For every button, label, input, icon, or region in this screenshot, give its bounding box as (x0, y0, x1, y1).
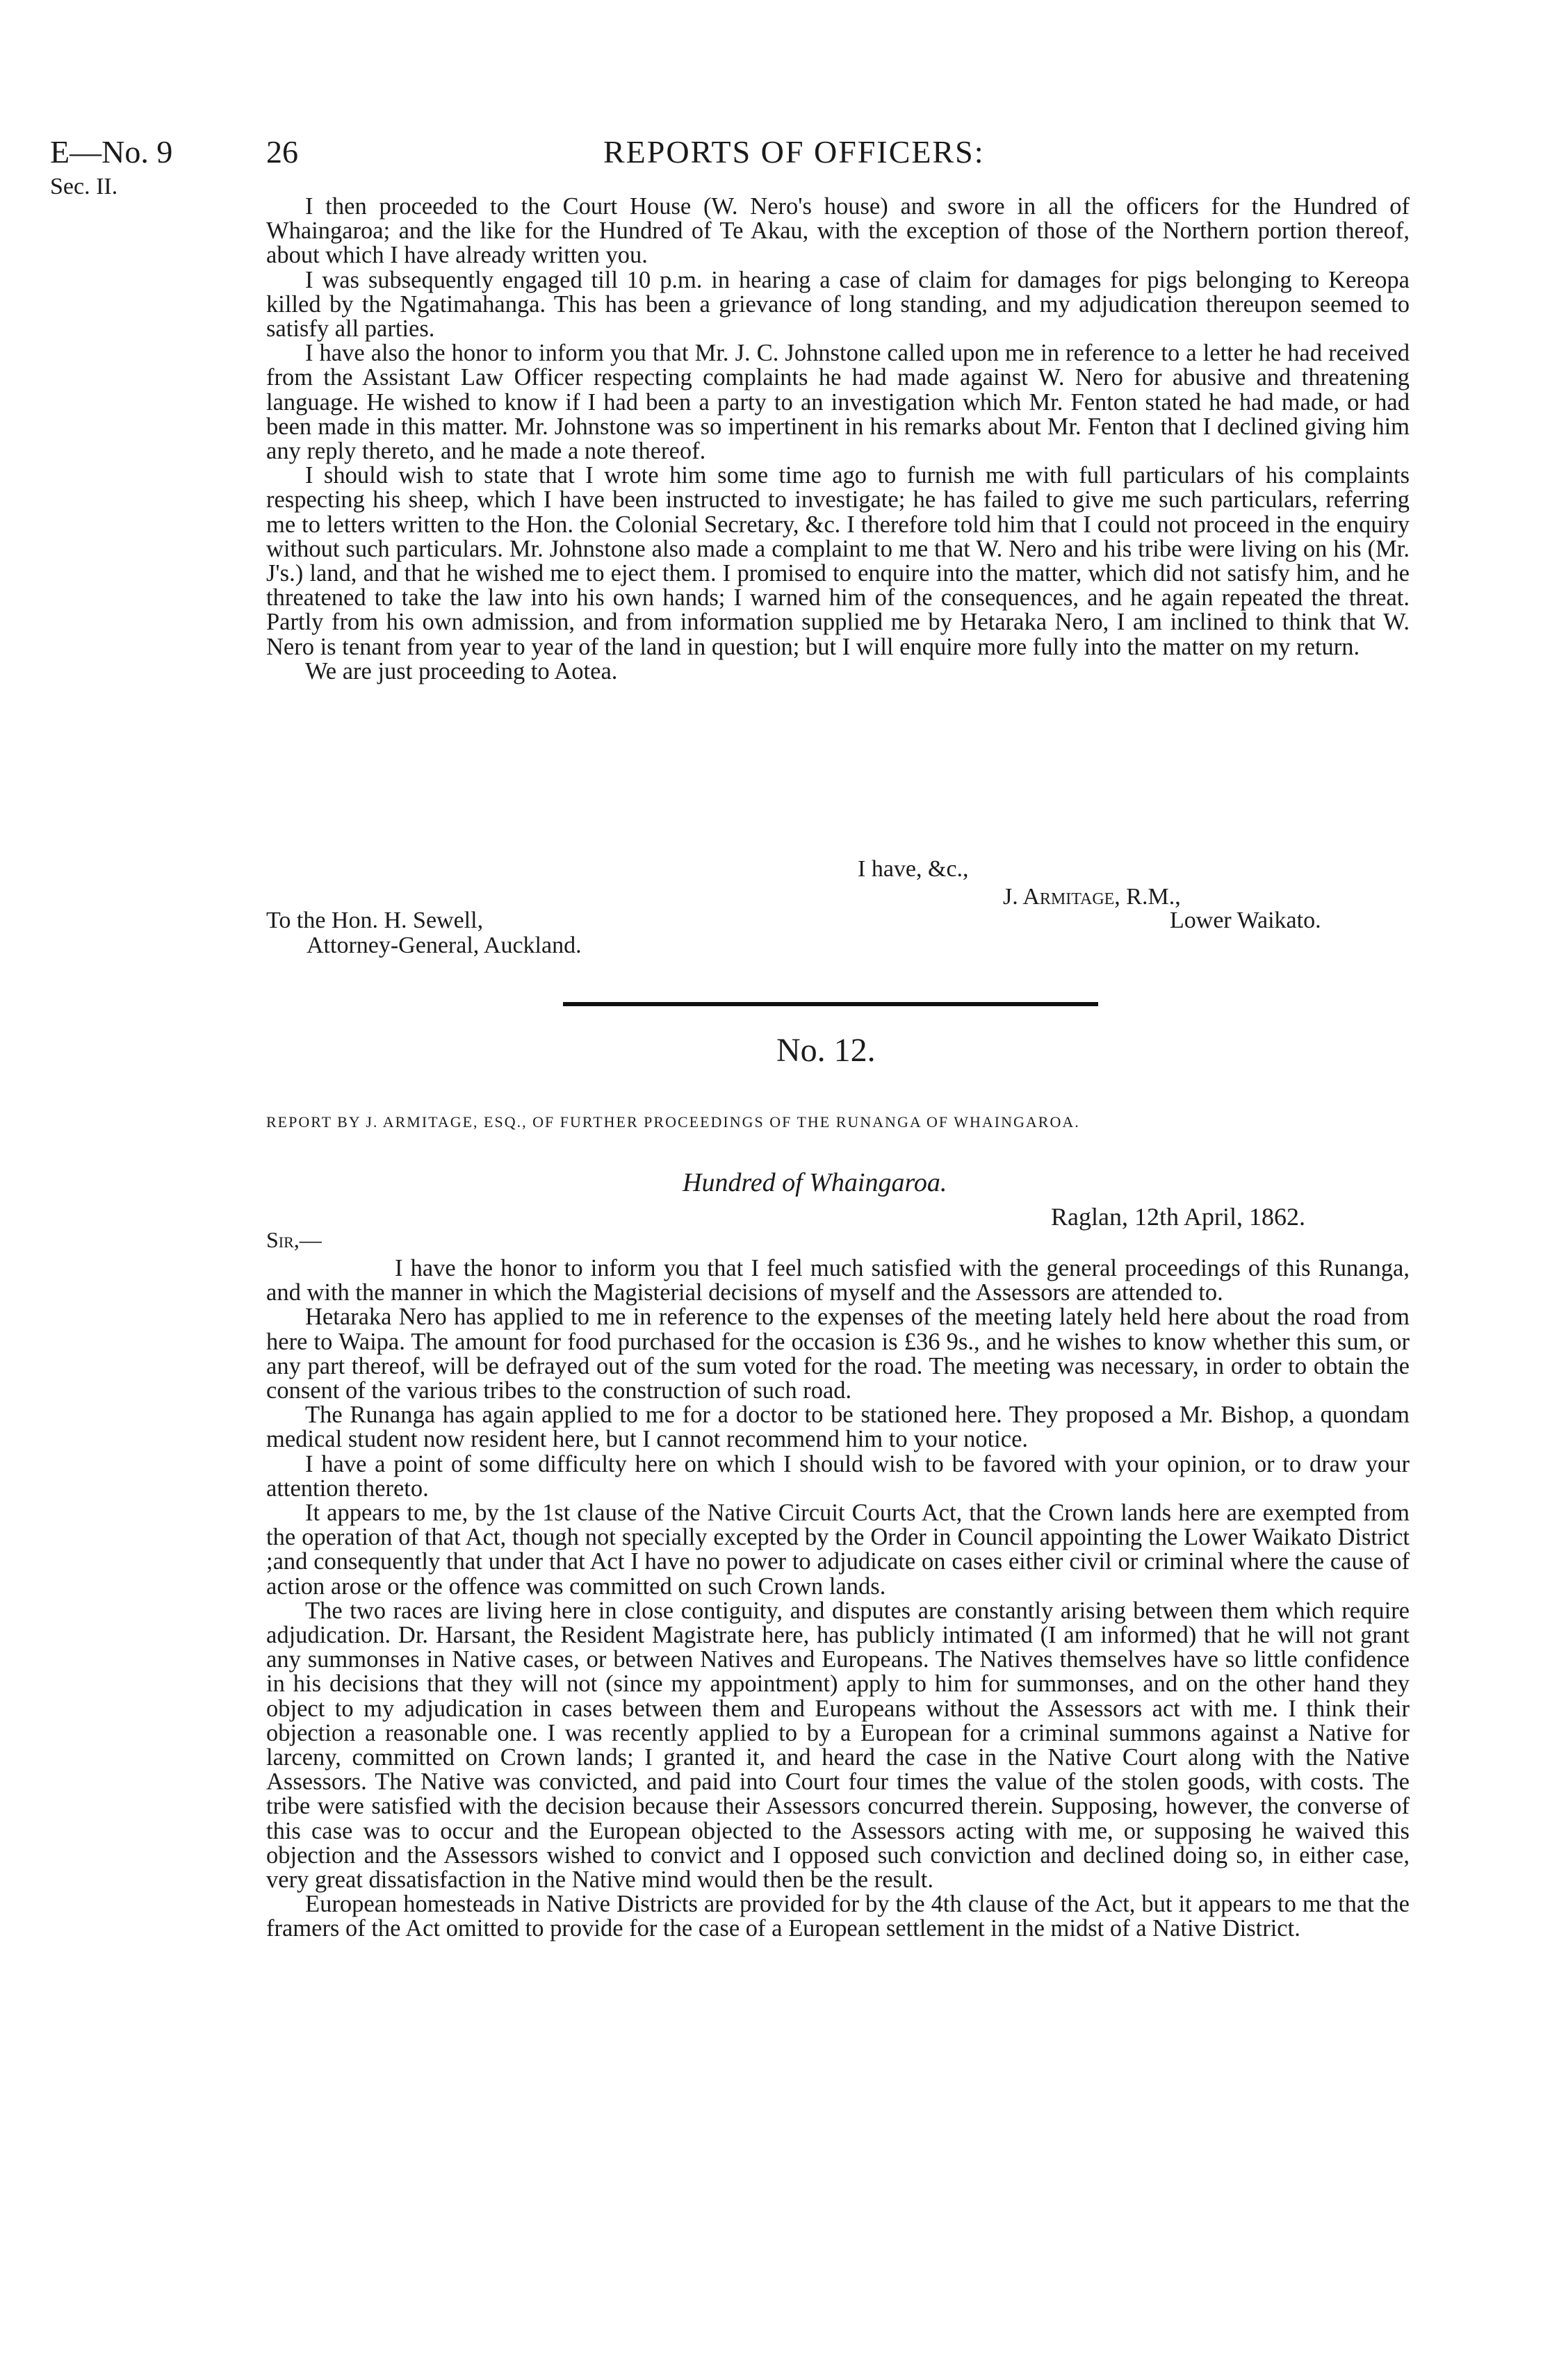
section-divider (563, 1002, 1098, 1006)
letter1-paragraph: I should wish to state that I wrote him some time ago to furnish me with full particulars of his complaints respecting his sheep, which I have been instructed to investigate; he has failed to give me such particulars, referring me to letters written to the Hon. the Colonial Secretary, &c. I therefore told him that I could not proceed in the enquiry without such particulars. Mr. Johnstone also made a complaint to me that W. Nero and his tribe were living on his (Mr. J's.) land, and that he wished me to eject them. I promised to enquire into the matter, which did not satisfy him, and he threatened to take the law into his own hands; I warned him of the consequences, and he again repeated the threat. Partly from his own admission, and from information supplied me by Hetaraka Nero, I am inclined to think that W. Nero is tenant from year to year of the land in question; but I will enquire more fully into the matter on my return. (266, 462, 1410, 660)
salutation: Sir,— (266, 1227, 322, 1252)
report-caption: REPORT BY J. ARMITAGE, ESQ., OF FURTHER PROCEEDINGS OF THE RUNANGA OF WHAINGAROA. (266, 1113, 1080, 1131)
page-title: REPORTS OF OFFICERS: (603, 134, 985, 170)
letter1-paragraph: I then proceeded to the Court House (W. Nero's house) and swore in all the officers for the Hundred of Whaingaroa; and the like for the Hundred of Te Akau, with the exception of those of the Northern portion thereof, about which I have already written you. (266, 193, 1410, 269)
letter2-paragraph: It appears to me, by the 1st clause of the Native Circuit Courts Act, that the Crown lands here are exempted from the operation of that Act, though not specially excepted by the Order in Council appointing the Lower Waikato District ;and consequently that under that Act I have no power to adjudicate on cases either civil or criminal where the cause of action arose or the offence was committed on such Crown lands. (266, 1500, 1410, 1600)
letter2-paragraph: Hetaraka Nero has applied to me in reference to the expenses of the meeting lately held here about the road from here to Waipa. The amount for food purchased for the occasion is £36 9s., and he wishes to know whether this sum, or any part thereof, will be defrayed out of the sum voted for the road. The meeting was necessary, in order to obtain the consent of the various tribes to the construction of such road. (266, 1304, 1410, 1404)
signature-name: J. Armitage, R.M., (1003, 884, 1181, 910)
letter1-paragraph: We are just proceeding to Aotea. (305, 657, 618, 684)
place-date: Raglan, 12th April, 1862. (1051, 1203, 1305, 1231)
document-code: E—No. 9 (50, 134, 173, 170)
signature-place: Lower Waikato. (1170, 908, 1321, 933)
report-number: No. 12. (776, 1032, 876, 1069)
letter1-body (266, 195, 1410, 684)
letter2-paragraph: I have the honor to inform you that I feel much satisfied with the general proceedings of this Runanga, and with the manner in which the Magisterial decisions of myself and the Assessors are attended to. (266, 1255, 1410, 1306)
letter2-paragraph: The Runanga has again applied to me for a doctor to be stationed here. They proposed a Mr. Bishop, a quondam medical student now resident here, but I cannot recommend him to your notice. (266, 1402, 1410, 1453)
letter1-paragraph: I was subsequently engaged till 10 p.m. in hearing a case of claim for damages for pigs belonging to Kereopa killed by the Ngatimahanga. This has been a grievance of long standing, and my adjudication thereupon seemed to satisfy all parties. (266, 266, 1410, 343)
letter2-body (266, 1256, 1410, 1942)
letter2-paragraph: European homesteads in Native Districts are provided for by the 4th clause of the Act, but it appears to me that the framers of the Act omitted to provide for the case of a European settlement in the midst of a Native District. (266, 1891, 1410, 1942)
page-number: 26 (266, 134, 298, 170)
letter2-paragraph: The two races are living here in close contiguity, and disputes are constantly arising between them which require adjudication. Dr. Harsant, the Resident Magistrate here, has publicly intimated (I am informed) that he will not grant any summonses in Native cases, or between Natives and Europeans. The Natives themselves have so little confidence in his decisions that they will not (since my appointment) apply to him for summonses, and on the other hand they object to my adjudication in cases between them and Europeans without the Assessors act with me. I think their objection a reasonable one. I was recently applied to by a European for a criminal summons against a Native for larceny, committed on Crown lands; I granted it, and heard the case in the Native Court along with the Native Assessors. The Native was convicted, and paid into Court four times the value of the stolen goods, with costs. The tribe were satisfied with the decision because their Assessors concurred therein. Supposing, however, the converse of this case was to occur and the European objected to the Assessors acting with me, or supposing he waived this objection and the Assessors wished to convict and I opposed such conviction and declined doing so, in either case, very great dissatisfaction in the Native mind would then be the result. (266, 1597, 1410, 1894)
addressee-line1: To the Hon. H. Sewell, (266, 908, 484, 933)
section-label: Sec. II. (50, 174, 118, 199)
letter1-paragraph: I have also the honor to inform you that Mr. J. C. Johnstone called upon me in reference to a letter he had received from the Assistant Law Officer respecting complaints he had made against W. Nero for abusive and threatening language. He wished to know if I had been a party to an investigation which Mr. Fenton stated he had made, or had been made in this matter. Mr. Johnstone was so impertinent in his remarks about Mr. Fenton that I declined giving him any reply thereto, and he made a note thereof. (266, 340, 1410, 465)
hundred-heading: Hundred of Whaingaroa. (683, 1168, 947, 1197)
letter2-paragraph: I have a point of some difficulty here on which I should wish to be favored with your opinion, or to draw your attention thereto. (266, 1450, 1410, 1502)
addressee-line2: Attorney-General, Auckland. (307, 933, 582, 958)
closing: I have, &c., (858, 856, 969, 882)
